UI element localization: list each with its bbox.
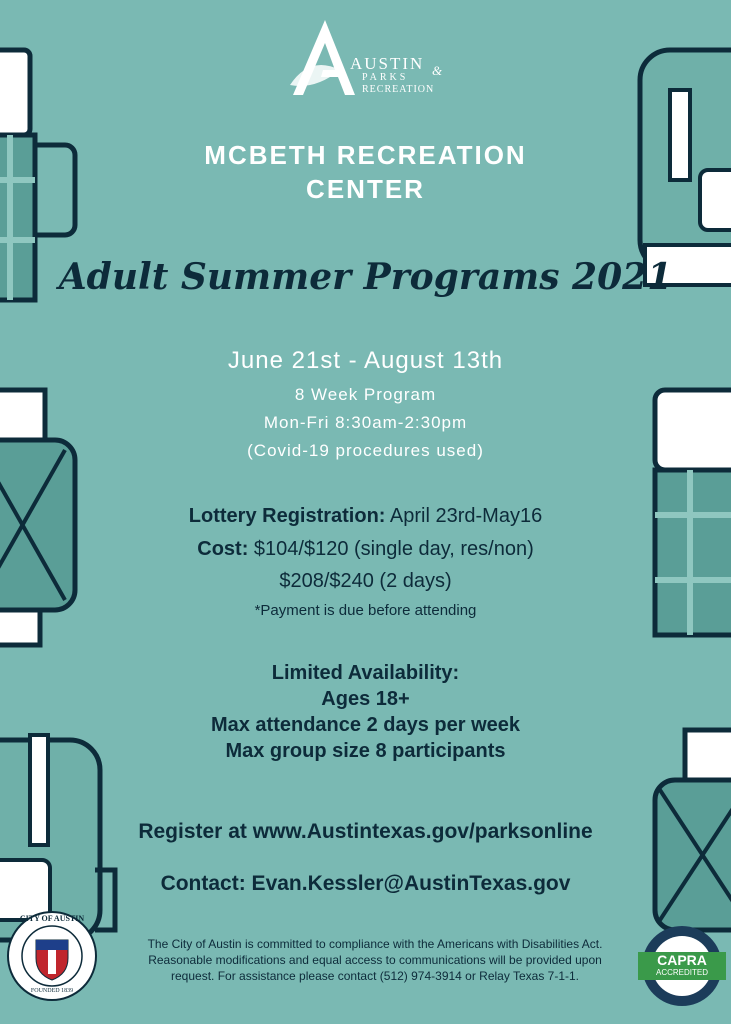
payment-note: *Payment is due before attending — [254, 602, 477, 619]
cost-value: $104/$120 (single day, res/non) — [253, 538, 534, 560]
register-link[interactable]: Register at www.Austintexas.gov/parksonline — [138, 820, 593, 843]
availability-max-attendance: Max attendance 2 days per week — [210, 714, 521, 736]
cost-line — [0, 538, 731, 561]
program-subtitle: Adult Summer Programs 2021 — [58, 256, 673, 298]
capra-title: CAPRA — [657, 952, 707, 968]
program-hours: Mon-Fri 8:30am-2:30pm — [263, 413, 468, 432]
cost-label: Cost: — [197, 538, 249, 560]
availability-ages: Ages 18+ — [321, 688, 410, 710]
capra-subtitle: ACCREDITED — [655, 968, 708, 977]
seal-bottom-text: FOUNDED 1839 — [30, 988, 74, 994]
cost-value-two-days: $208/$240 (2 days) — [279, 570, 452, 592]
availability-heading: Limited Availability: — [271, 662, 460, 684]
logo-recreation: RECREATION — [362, 84, 435, 95]
page-title-line1: MCBETH RECREATION — [204, 140, 527, 170]
logo-ampersand: & — [432, 63, 445, 78]
lottery-registration — [0, 505, 731, 528]
city-of-austin-seal — [6, 910, 98, 1002]
lottery-value: April 23rd-May16 — [389, 505, 543, 527]
capra-accredited-badge — [636, 922, 728, 1010]
covid-note: (Covid-19 procedures used) — [247, 441, 484, 460]
program-length: 8 Week Program — [294, 385, 437, 404]
availability-max-group: Max group size 8 participants — [225, 740, 506, 762]
logo-austin: AUSTIN — [350, 54, 425, 73]
ada-disclaimer: The City of Austin is committed to compliance with the Americans with Disabilities Act. Reasonable modifications and equal access to communications will be provided upon request. For assistance please contact (512) 974-3914 or Relay Texas 7-1-1. — [147, 937, 603, 983]
seal-top-text: CITY OF AUSTIN — [19, 914, 85, 923]
lottery-label: Lottery Registration: — [188, 505, 386, 527]
contact-email[interactable]: Contact: Evan.Kessler@AustinTexas.gov — [160, 872, 571, 895]
leaf-a-icon — [285, 15, 355, 100]
logo-parks: PARKS — [362, 72, 409, 83]
page-title-line2: CENTER — [306, 174, 425, 204]
program-dates: June 21st - August 13th — [227, 347, 504, 374]
